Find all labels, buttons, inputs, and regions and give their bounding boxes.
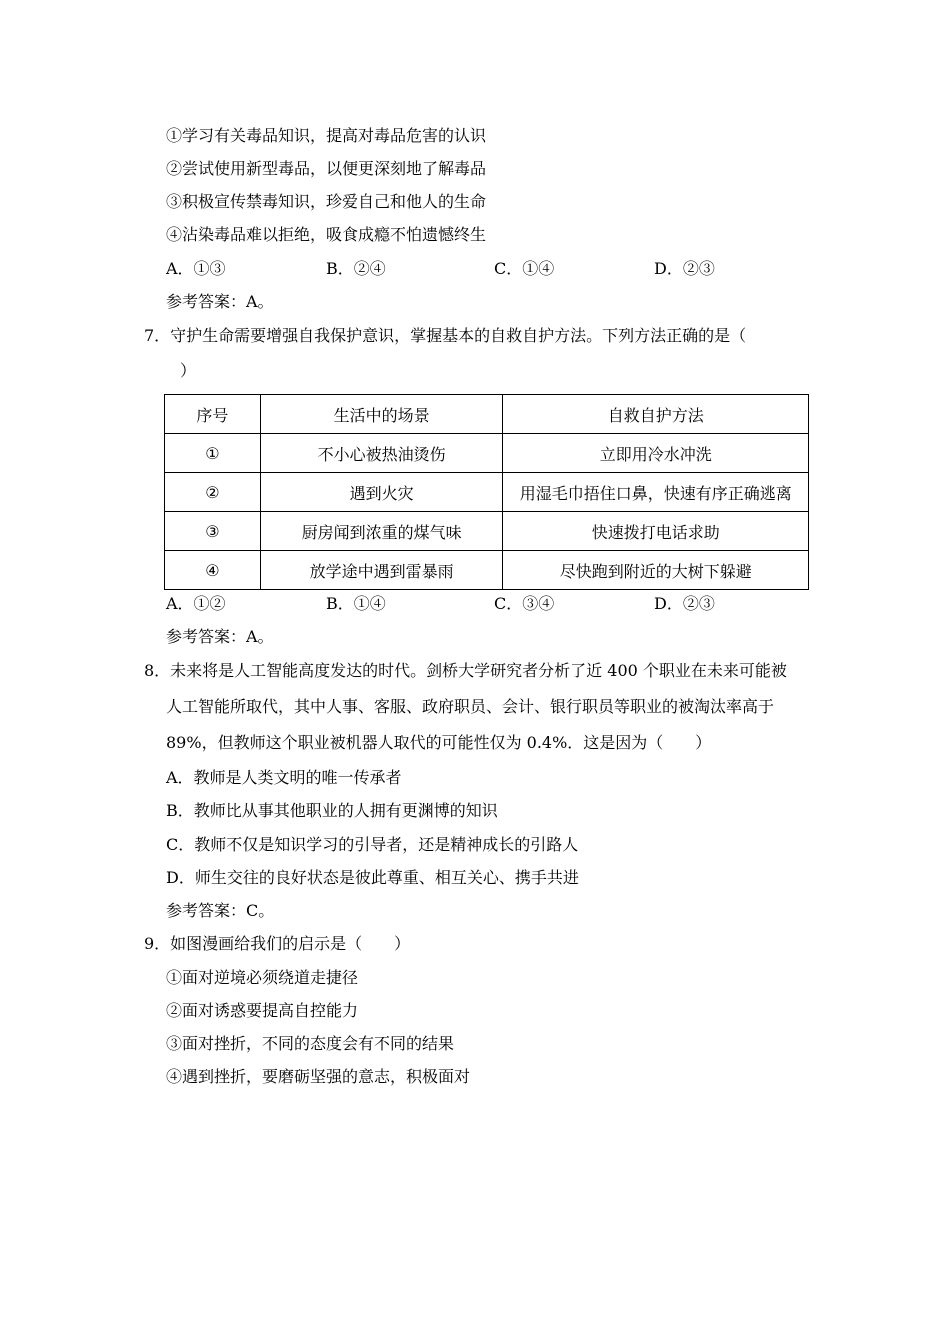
table-header-cell: 生活中的场景	[260, 395, 503, 434]
q7-option-a: A．①②	[166, 594, 226, 613]
table-header-cell: 序号	[165, 395, 261, 434]
table-cell: 尽快跑到附近的大树下躲避	[503, 551, 809, 590]
q8-option-c: C．教师不仅是知识学习的引导者，还是精神成长的引路人	[166, 835, 579, 854]
q6-statement-4: ④沾染毒品难以拒绝，吸食成瘾不怕遗憾终生	[166, 225, 487, 244]
table-cell: ①	[165, 434, 261, 473]
table-cell: 遇到火灾	[260, 473, 503, 512]
table-cell: 用湿毛巾捂住口鼻，快速有序正确逃离	[503, 473, 809, 512]
q9-statement-4: ④遇到挫折，要磨砺坚强的意志，积极面对	[166, 1067, 471, 1086]
table-row	[165, 473, 809, 512]
q6-answer: 参考答案：A。	[166, 292, 274, 311]
q6-option-a: A．①③	[166, 259, 226, 278]
table-row	[165, 551, 809, 590]
table-row	[165, 512, 809, 551]
table-cell: 厨房闻到浓重的煤气味	[260, 512, 503, 551]
table-cell: ④	[165, 551, 261, 590]
table-cell: 立即用冷水冲洗	[503, 434, 809, 473]
table-cell: ③	[165, 512, 261, 551]
table-header-row	[165, 395, 809, 434]
q7-option-b: B．①④	[326, 594, 386, 613]
q8-stem-line2: 人工智能所取代，其中人事、客服、政府职员、会计、银行职员等职业的被淘汰率高于	[166, 697, 775, 716]
table-row	[165, 434, 809, 473]
q8-option-a: A．教师是人类文明的唯一传承者	[166, 768, 402, 787]
q8-stem-line3: 89%，但教师这个职业被机器人取代的可能性仅为 0.4%．这是因为（ ）	[166, 733, 712, 752]
q8-option-b: B．教师比从事其他职业的人拥有更渊博的知识	[166, 801, 498, 820]
table-cell: 快速拨打电话求助	[503, 512, 809, 551]
q8-answer: 参考答案：C。	[166, 901, 275, 920]
q9-statement-1: ①面对逆境必须绕道走捷径	[166, 968, 359, 987]
q7-scenario-table	[164, 394, 809, 590]
q6-statement-2: ②尝试使用新型毒品，以便更深刻地了解毒品	[166, 159, 487, 178]
q8-stem-line1: 8．未来将是人工智能高度发达的时代。剑桥大学研究者分析了近 400 个职业在未来可能被	[144, 661, 787, 680]
q6-option-c: C．①④	[494, 259, 555, 278]
table-cell: ②	[165, 473, 261, 512]
q8-option-d: D．师生交往的良好状态是彼此尊重、相互关心、携手共进	[166, 868, 579, 887]
table-cell: 放学途中遇到雷暴雨	[260, 551, 503, 590]
table-header-cell: 自救自护方法	[503, 395, 809, 434]
q9-stem: 9．如图漫画给我们的启示是（ ）	[144, 934, 411, 953]
q7-stem-line2: ）	[180, 361, 197, 380]
q7-stem-line1: 7．守护生命需要增强自我保护意识，掌握基本的自救自护方法。下列方法正确的是（	[144, 326, 747, 345]
q6-statement-1: ①学习有关毒品知识，提高对毒品危害的认识	[166, 126, 487, 145]
table-cell: 不小心被热油烫伤	[260, 434, 503, 473]
q7-answer: 参考答案：A。	[166, 627, 274, 646]
q9-statement-3: ③面对挫折，不同的态度会有不同的结果	[166, 1034, 455, 1053]
q6-option-d: D．②③	[654, 259, 715, 278]
q7-option-c: C．③④	[494, 594, 555, 613]
q6-statement-3: ③积极宣传禁毒知识，珍爱自己和他人的生命	[166, 192, 487, 211]
q9-statement-2: ②面对诱惑要提高自控能力	[166, 1001, 359, 1020]
q7-option-d: D．②③	[654, 594, 715, 613]
q6-option-b: B．②④	[326, 259, 386, 278]
